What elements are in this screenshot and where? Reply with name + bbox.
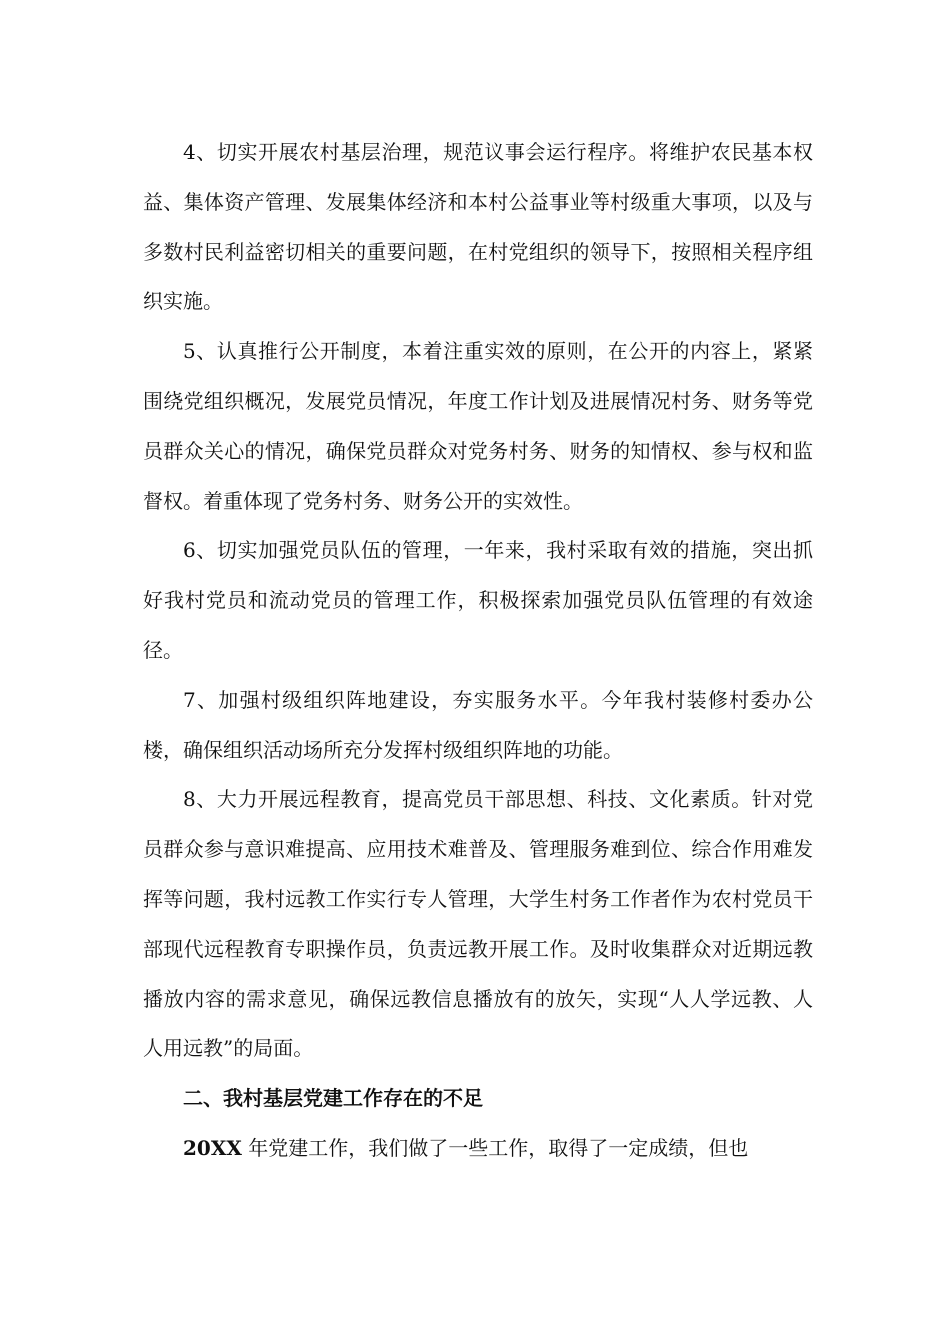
paragraph-item-8: 8、大力开展远程教育，提高党员干部思想、科技、文化素质。针对党员群众参与意识难提高、应用技术难普及、管理服务难到位、综合作用难发挥等问题，我村远教工作实行专人管理，大学生村务工作者作为农村党员干部现代远程教育专职操作员，负责远教开展工作。及时收集群众对近期远教播放内容的需求意见，确保远教信息播放有的放矢，实现“人人学远教、人人用远教”的局面。 — [143, 787, 813, 1061]
paragraph-item-4: 4、切实开展农村基层治理，规范议事会运行程序。将维护农民基本权益、集体资产管理、发展集体经济和本村公益事业等村级重大事项，以及与多数村民利益密切相关的重要问题，在村党组织的领导下，按照相关程序组织实施。 — [143, 140, 813, 314]
paragraph-item-5: 5、认真推行公开制度，本着注重实效的原则，在公开的内容上，紧紧围绕党组织概况，发展党员情况，年度工作计划及进展情况村务、财务等党员群众关心的情况，确保党员群众对党务村务、财务的知情权、参与权和监督权。着重体现了党务村务、财务公开的实效性。 — [143, 339, 813, 513]
year-label: 20XX — [183, 1135, 242, 1160]
document-body — [143, 128, 813, 1174]
paragraph-item-6: 6、切实加强党员队伍的管理，一年来，我村采取有效的措施，突出抓好我村党员和流动党员的管理工作，积极探索加强党员队伍管理的有效途径。 — [143, 538, 813, 662]
section-heading: 二、我村基层党建工作存在的不足 — [183, 1086, 483, 1111]
closing-paragraph — [143, 1124, 813, 1174]
paragraph-item-7: 7、加强村级组织阵地建设，夯实服务水平。今年我村装修村委办公楼，确保组织活动场所充分发挥村级组织阵地的功能。 — [143, 687, 813, 762]
closing-text: 年党建工作，我们做了一些工作，取得了一定成绩，但也 — [241, 1135, 749, 1160]
